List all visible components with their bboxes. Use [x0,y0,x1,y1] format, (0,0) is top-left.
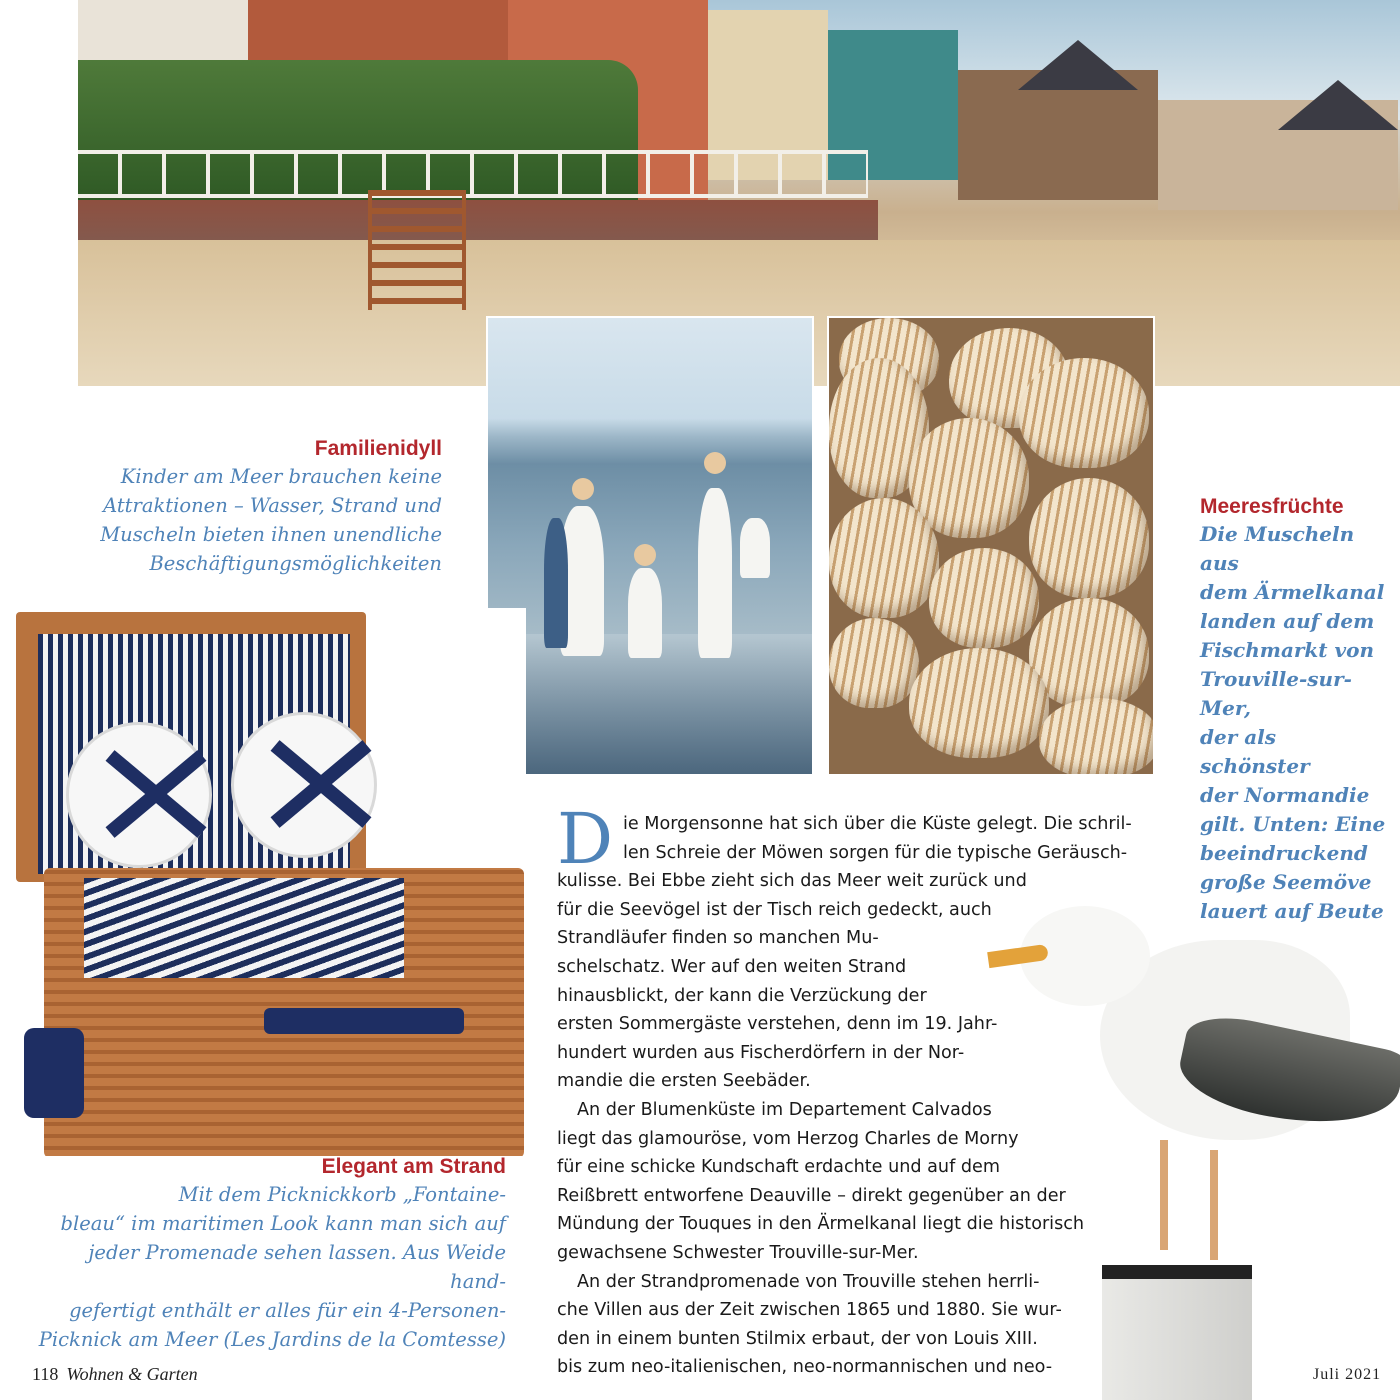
shell [1019,358,1149,468]
striped-blanket [84,878,404,978]
article-line: hundert wurden aus Fischerdörfern in der Nor- [557,1042,965,1063]
plate [66,722,212,868]
issue-date: Juli 2021 [1313,1366,1382,1383]
article-line: ersten Sommergäste verstehen, denn im 19. Jahr- [557,1014,998,1035]
promenade-fence [78,150,868,198]
caption-familienidyll [90,436,442,578]
article-line: hinausblickt, der kann die Verzückung der [557,985,927,1006]
picnic-basket-photo [14,608,526,1156]
kids-on-beach-photo [486,316,814,776]
article-line: Reißbrett entworfene Deauville – direkt gegenüber an der [557,1185,1066,1206]
magazine-name: Wohnen & Garten [66,1364,198,1384]
article-line: ie Morgensonne hat sich über die Küste gelegt. Die schril- [623,814,1132,834]
child-figure [698,488,732,658]
basket-box [44,868,524,1156]
villa-roof [1278,80,1398,130]
article-line: bis zum neo-italienischen, neo-normannischen und neo- [557,1357,1053,1378]
caption-text: Mit dem Picknickkorb „Fontaine- bleau“ im maritimen Look kann man sich auf jeder Promenade sehen lassen. Aus Weide hand- gefertigt enthält er alles für ein 4-Personen- Picknick am Meer (Les Jardins de la Comtesse) [38,1183,506,1351]
footer-page-info [32,1364,198,1385]
caption-text: Die Muscheln aus dem Ärmelkanal landen auf dem Fischmarkt von Trouville-sur-Mer, der als schönster der Normandie gilt. Unten: Eine beeindruckend große Seemöve lauert auf Beute [1200,522,1386,923]
gull-leg [1160,1140,1168,1250]
shell [1029,478,1149,598]
child-figure [740,518,770,578]
article-line: Mündung der Touques in den Ärmelkanal liegt die historisch [557,1214,1085,1235]
child-head [572,478,594,500]
article-line: An der Blumenküste im Departement Calvados [577,1099,992,1120]
caption-title: Familienidyll [314,437,442,460]
article-line: mandie die ersten Seebäder. [557,1071,811,1092]
plate [231,712,377,858]
gull-leg [1210,1150,1218,1260]
side-strap [24,1028,84,1118]
wooden-stairs [368,190,466,310]
child-head [704,452,726,474]
article-line: An der Strandpromenade von Trouville stehen herrli- [577,1271,1040,1292]
article-line: den in einem bunten Stilmix erbaut, der von Louis XIII. [557,1328,1038,1349]
article-line: für die Seevögel ist der Tisch reich gedeckt, auch [557,899,992,920]
caption-text: Kinder am Meer brauchen keine Attraktionen – Wasser, Strand und Muscheln bieten ihnen unendliche Beschäftigungsmöglichkeiten [100,465,442,575]
article-line: che Villen aus der Zeit zwischen 1865 und 1880. Sie wur- [557,1300,1062,1321]
caption-title: Meeresfrüchte [1200,495,1344,518]
caption-elegant-am-strand [30,1154,506,1354]
shell [909,648,1049,758]
child-figure [628,568,662,658]
child-figure [544,518,568,648]
caption-title: Elegant am Strand [321,1155,506,1178]
basket-handle [264,1008,464,1034]
drop-cap: D [557,798,614,880]
child-head [634,544,656,566]
page-number: 118 [32,1364,59,1384]
shell [1039,698,1155,776]
article-line: len Schreie der Möwen sorgen für die typische Geräusch- [623,842,1128,863]
cockle-shells-photo [827,316,1155,776]
article-line: für eine schicke Kundschaft erdachte und auf dem [557,1157,1001,1178]
shell [829,618,919,708]
shell [929,548,1039,648]
article-line: gewachsene Schwester Trouville-sur-Mer. [557,1242,919,1263]
basket-lid [16,612,366,882]
shell [829,498,939,618]
article-body [557,798,1157,1382]
article-line: Strandläufer finden so manchen Mu- [557,928,879,949]
caption-meeresfruechte [1200,494,1390,926]
villa-roof [1018,40,1138,90]
article-line: liegt das glamouröse, vom Herzog Charles de Morny [557,1128,1019,1149]
article-line: schelschatz. Wer auf den weiten Strand [557,956,907,977]
article-line: kulisse. Bei Ebbe zieht sich das Meer weit zurück und [557,871,1027,892]
